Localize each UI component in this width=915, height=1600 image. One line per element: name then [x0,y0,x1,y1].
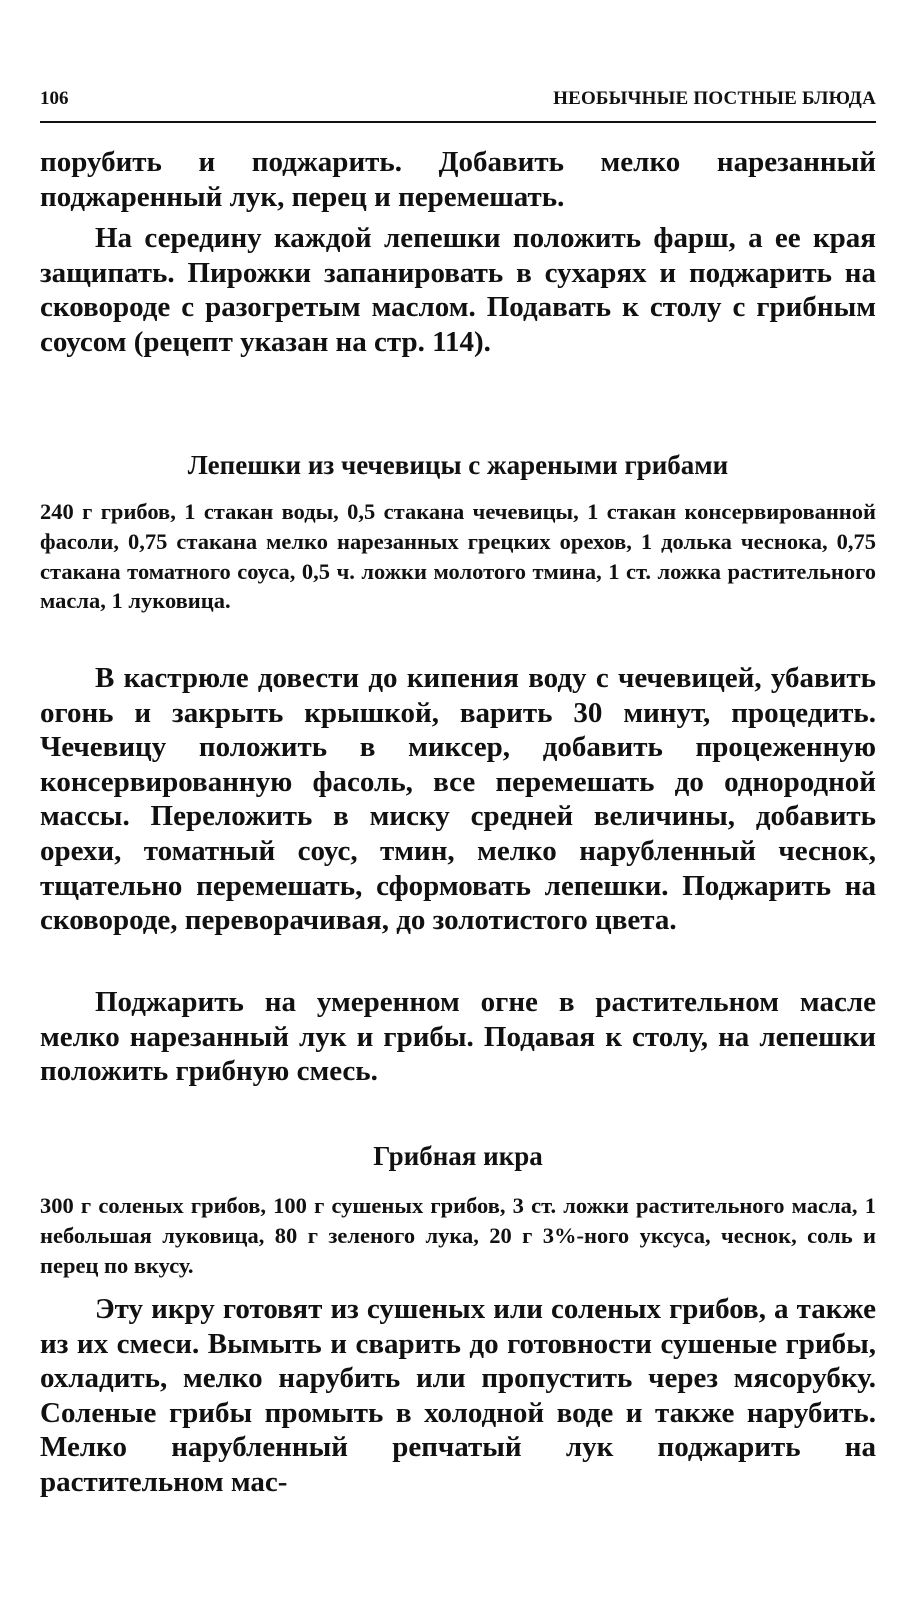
recipe-title-lentil-flatbreads: Лепешки из чечевицы с жареными грибами [187,450,729,480]
recipe-ingredients-mushroom-caviar: 300 г соленых грибов, 100 г сушеных грибов, 3 ст. ложки растительного масла, 1 небольшая луковица, 80 г зеленого лука, 20 г 3%-ного уксуса, чеснок, соль и перец по вкусу. [40,1193,876,1278]
page-number: 106 [40,88,69,109]
running-head [40,84,876,114]
intro-paragraph: На середину каждой лепешки положить фарш, а ее края защипать. Пирожки запанировать в сухарях и поджарить на сковороде с разогретым маслом. Подавать к столу с грибным соусом (рецепт указан на стр. 114). [40,222,876,358]
recipe-ingredients-lentil-flatbreads: 240 г грибов, 1 стакан воды, 0,5 стакана чечевицы, 1 стакан консервированной фасоли, 0,75 стакана мелко нарезанных грецких орехов, 1 долька чеснока, 0,75 стакана томатного соуса, 0,5 ч. ложки молотого тмина, 1 ст. ложка растительного масла, 1 луковица. [40,499,876,614]
running-title: НЕОБЫЧНЫЕ ПОСТНЫЕ БЛЮДА [553,88,876,109]
recipe-step-mushroom-caviar-1: Эту икру готовят из сушеных или соленых грибов, а также из их смеси. Вымыть и сварить до готовности сушеные грибы, охладить, мелко нарубить или пропустить через мясорубку. Соленые грибы промыть в холодной воде и также нарубить. Мелко нарубленный репчатый лук поджарить на растительном мас- [40,1293,876,1498]
recipe-title-mushroom-caviar: Грибная икра [373,1141,543,1171]
recipe-step-lentil-flatbreads-1: В кастрюле довести до кипения воду с чечевицей, убавить огонь и закрыть крышкой, варить 30 минут, процедить. Чечевицу положить в миксер, добавить процеженную консервированную фасоль, все перемешать до однородной массы. Переложить в миску средней величины, добавить орехи, томатный соус, тмин, мелко нарубленный чеснок, тщательно перемешать, сформовать лепешки. Поджарить на сковороде, переворачивая, до золотистого цвета. [40,662,876,937]
book-page [40,0,876,1600]
intro-paragraph-continued: порубить и поджарить. Добавить мелко нарезанный поджаренный лук, перец и перемешать. [40,146,876,213]
header-rule [40,121,876,123]
recipe-step-lentil-flatbreads-2: Поджарить на умеренном огне в растительном масле мелко нарезанный лук и грибы. Подавая к столу, на лепешки положить грибную смесь. [40,986,876,1088]
